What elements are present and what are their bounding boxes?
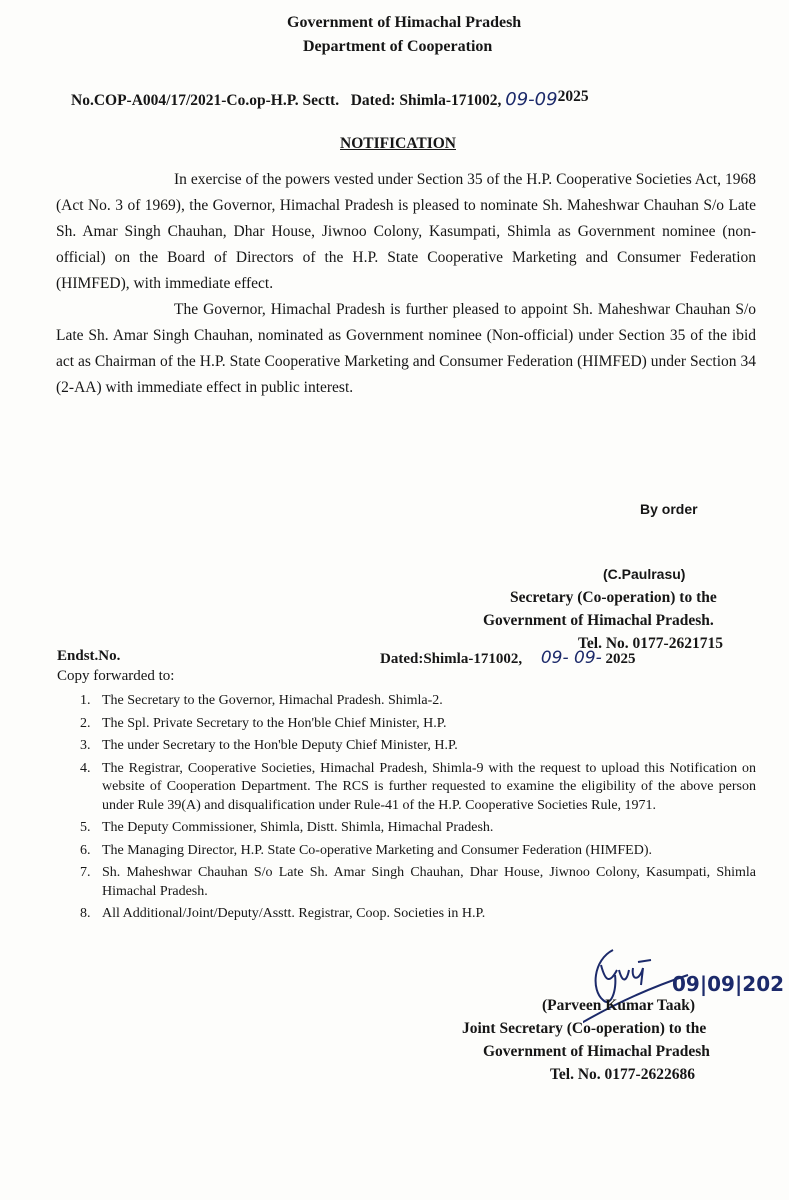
signature-date: 09|09|202 [672, 972, 785, 996]
list-item: 5. The Deputy Commissioner, Shimla, Distt. Shimla, Himachal Pradesh. [80, 820, 494, 835]
reference-line [71, 88, 589, 110]
endorsement-year: 2025 [605, 651, 636, 667]
list-item: 1. The Secretary to the Governor, Himachal Pradesh. Shimla-2. [80, 693, 443, 708]
reference-number: No.COP-A004/17/2021-Co.op-H.P. Sectt. [71, 92, 340, 109]
secretary-designation: Secretary (Co-operation) to the [510, 589, 717, 606]
list-item-text: The under Secretary to the Hon'ble Deputy Chief Minister, H.P. [102, 738, 458, 753]
endorsement-dated-label: Dated:Shimla-171002, [380, 651, 523, 667]
by-order: By order [640, 501, 698, 517]
joint-secretary-government: Government of Himachal Pradesh [483, 1043, 710, 1060]
reference-year: 2025 [557, 88, 589, 105]
list-item-text: The Spl. Private Secretary to the Hon'ble Chief Minister, H.P. [102, 715, 447, 731]
endorsement-handwritten-date: 09- 09- [540, 648, 602, 668]
list-item-text: The Secretary to the Governor, Himachal Pradesh. Shimla-2. [102, 693, 443, 708]
endorsement-dated [380, 648, 636, 668]
secretary-tel: Tel. No. 0177-2621715 [578, 635, 723, 652]
reference-dated-label: Dated: Shimla-171002, [350, 92, 502, 109]
paragraph-2: The Governor, Himachal Pradesh is further pleased to appoint Sh. Maheshwar Chauhan S/o Late Sh. Amar Singh Chauhan, nominated as Government nominee (Non-official) under Section 35 of the ibid act as Chairman of the H.P. State Cooperative Marketing and Consumer Federation (HIMFED) under Section 34 (2-AA) with immediate effect in public interest. [56, 301, 756, 396]
list-item-text: The Deputy Commissioner, Shimla, Distt. Shimla, Himachal Pradesh. [102, 820, 494, 835]
header-department: Department of Cooperation [303, 38, 493, 55]
list-item-text: All Additional/Joint/Deputy/Asstt. Registrar, Coop. Societies in H.P. [102, 906, 486, 921]
notification-title: NOTIFICATION [340, 135, 456, 152]
paragraph-1: In exercise of the powers vested under Section 35 of the H.P. Cooperative Societies Act, 1968 (Act No. 3 of 1969), the Governor, Himachal Pradesh is pleased to nominate Sh. Maheshwar Chauhan S/o Late Sh. Amar Singh Chauhan, Dhar House, Jiwnoo Colony, Kasumpati, Shimla as Government nominee (non-official) on the Board of Directors of the H.P. State Cooperative Marketing and Consumer Federation (HIMFED), with immediate effect. [56, 171, 756, 292]
list-item: 6. The Managing Director, H.P. State Co-operative Marketing and Consumer Federation (HIMFED). [80, 842, 652, 858]
list-item: 3. The under Secretary to the Hon'ble Deputy Chief Minister, H.P. [80, 738, 458, 753]
secretary-government: Government of Himachal Pradesh. [483, 612, 714, 629]
list-item-text: The Registrar, Cooperative Societies, Himachal Pradesh, Shimla-9 with the request to upload this Notification on website of Cooperation Department. The RCS is further requested to examine the eligibility of the above person under Rule 39(A) and disqualification under Rule-41 of the H.P. Cooperative Societies Rule, 1971. [102, 760, 756, 813]
copy-list [80, 692, 756, 928]
joint-secretary-name: (Parveen Kumar Taak) [542, 997, 695, 1014]
joint-secretary-tel: Tel. No. 0177-2622686 [550, 1066, 695, 1083]
list-item: 7. Sh. Maheshwar Chauhan S/o Late Sh. Amar Singh Chauhan, Dhar House, Jiwnoo Colony, Kasumpati, Shimla Himachal Pradesh. [80, 865, 756, 899]
list-item: 4. The Registrar, Cooperative Societies, Himachal Pradesh, Shimla-9 with the request to upload this Notification on website of Cooperation Department. The RCS is further requested to examine the eligibility of the above person under Rule 39(A) and disqualification under Rule-41 of the H.P. Cooperative Societies Rule, 1971. [80, 760, 756, 813]
list-item: 2. The Spl. Private Secretary to the Hon'ble Chief Minister, H.P. [80, 715, 447, 731]
list-item: 8. All Additional/Joint/Deputy/Asstt. Registrar, Coop. Societies in H.P. [80, 906, 486, 921]
joint-secretary-designation: Joint Secretary (Co-operation) to the [462, 1020, 707, 1037]
endorsement-label: Endst.No. [57, 648, 121, 664]
header-government: Government of Himachal Pradesh [287, 14, 522, 31]
list-item-text: The Managing Director, H.P. State Co-operative Marketing and Consumer Federation (HIMFED). [102, 842, 652, 858]
secretary-name: (C.Paulrasu) [603, 566, 686, 582]
copy-forwarded-label: Copy forwarded to: [57, 668, 175, 684]
handwritten-date: 09-09 [505, 89, 558, 110]
list-item-text: Sh. Maheshwar Chauhan S/o Late Sh. Amar Singh Chauhan, Dhar House, Jiwnoo Colony, Kasumpati, Shimla Himachal Pradesh. [102, 865, 756, 899]
